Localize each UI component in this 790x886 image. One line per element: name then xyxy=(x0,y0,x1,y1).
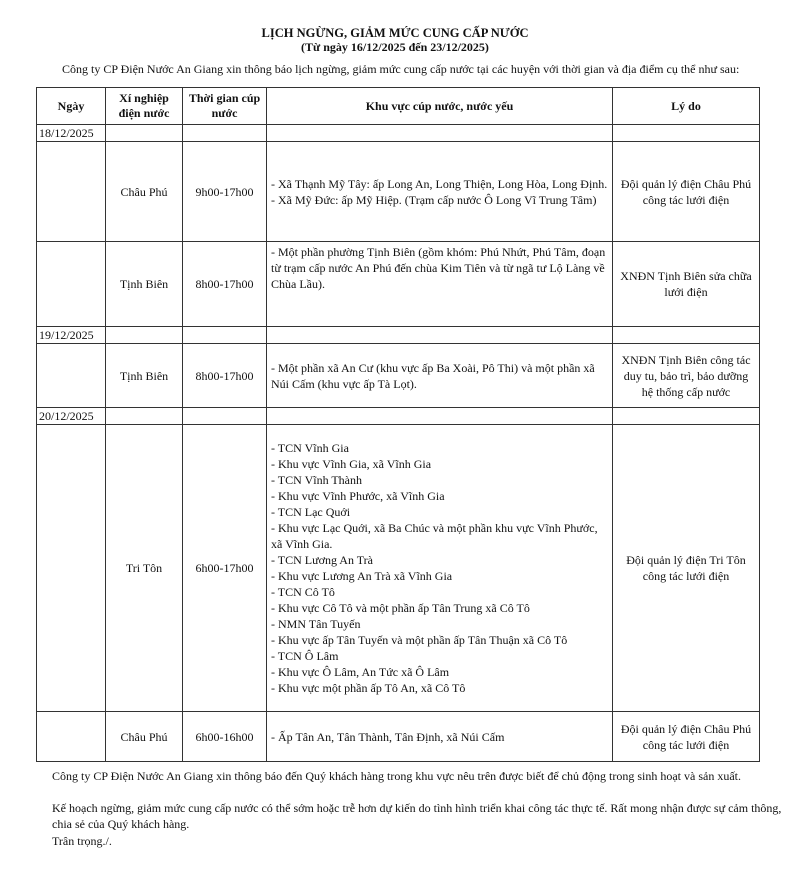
table-header-row xyxy=(37,88,760,125)
unit-cell: Châu Phú xyxy=(106,142,183,242)
intro-text: Công ty CP Điện Nước An Giang xin thông báo lịch ngừng, giảm mức cung cấp nước tại các huyện với thời gian và địa điểm cụ thể như sau: xyxy=(62,62,740,76)
area-line: - Khu vực Cô Tô và một phần ấp Tân Trung xã Cô Tô xyxy=(271,601,530,615)
reason-cell: Đội quản lý điện Châu Phú công tác lưới điện xyxy=(613,712,760,762)
date-range-subtitle: (Từ ngày 16/12/2025 đến 23/12/2025) xyxy=(301,40,489,54)
date-cell: 18/12/2025 xyxy=(37,125,106,142)
col-header-area: Khu vực cúp nước, nước yếu xyxy=(267,88,613,125)
col-header-unit: Xí nghiệp điện nước xyxy=(106,88,183,125)
area-line: - TCN Vĩnh Thành xyxy=(271,473,363,487)
area-line: - Khu vực một phần ấp Tô An, xã Cô Tô xyxy=(271,681,466,695)
page-title: LỊCH NGỪNG, GIẢM MỨC CUNG CẤP NƯỚC xyxy=(261,26,529,40)
table-row xyxy=(37,142,760,242)
area-line: - Xã Mỹ Đức: ấp Mỹ Hiệp. (Trạm cấp nước Ô Long Vĩ Trung Tâm) xyxy=(271,192,597,207)
time-cell: 8h00-17h00 xyxy=(183,344,267,408)
schedule-table xyxy=(36,87,760,762)
area-line: - Xã Thạnh Mỹ Tây: ấp Long An, Long Thiện, Long Hòa, Long Định. xyxy=(271,176,608,191)
date-cell: 20/12/2025 xyxy=(37,408,106,425)
table-row xyxy=(37,344,760,408)
area-line: - TCN Vĩnh Gia xyxy=(271,441,349,455)
area-cell xyxy=(267,425,613,712)
table-row xyxy=(37,712,760,762)
area-line: - Khu vực Lương An Trà xã Vĩnh Gia xyxy=(271,569,453,583)
table-row xyxy=(37,425,760,712)
col-header-date: Ngày xyxy=(37,88,106,125)
area-cell xyxy=(267,344,613,408)
table-row xyxy=(37,242,760,327)
col-header-time: Thời gian cúp nước xyxy=(183,88,267,125)
area-line: - Khu vực Lạc Quới, xã Ba Chúc và một phần khu vực Vĩnh Phước, xã Vĩnh Gia. xyxy=(271,521,598,551)
reason-cell: XNĐN Tịnh Biên sửa chữa lưới điện xyxy=(613,242,760,327)
time-cell: 8h00-17h00 xyxy=(183,242,267,327)
footer-paragraph-notice: Công ty CP Điện Nước An Giang xin thông báo đến Quý khách hàng trong khu vực nêu trên được biết để chủ động trong sinh hoạt và sản xuất. xyxy=(52,769,741,783)
footer-paragraph-plan: Kế hoạch ngừng, giảm mức cung cấp nước có thể sớm hoặc trễ hơn dự kiến do tình hình triển khai công tác thực tế. Rất mong nhận được sự cảm thông, chia sẻ của Quý khách hàng. xyxy=(52,801,782,831)
unit-cell: Tịnh Biên xyxy=(106,344,183,408)
area-line: - Khu vực ấp Tân Tuyến và một phần ấp Tân Thuận xã Cô Tô xyxy=(271,633,568,647)
date-row xyxy=(37,125,760,142)
area-line: - TCN Lương An Trà xyxy=(271,553,373,567)
area-cell xyxy=(267,242,613,327)
area-line: - TCN Lạc Quới xyxy=(271,505,351,519)
time-cell: 6h00-17h00 xyxy=(183,425,267,712)
area-line: - NMN Tân Tuyến xyxy=(271,617,361,631)
col-header-reason: Lý do xyxy=(613,88,760,125)
unit-cell: Tri Tôn xyxy=(106,425,183,712)
area-line: - Khu vực Ô Lâm, An Tức xã Ô Lâm xyxy=(271,665,450,679)
reason-cell: Đội quản lý điện Châu Phú công tác lưới điện xyxy=(613,142,760,242)
time-cell: 6h00-16h00 xyxy=(183,712,267,762)
area-line: - TCN Ô Lâm xyxy=(271,649,339,663)
area-line: - Một phần xã An Cư (khu vực ấp Ba Xoài, Pô Thi) và một phần xã Núi Cấm (khu vực ấp Tà Lọt). xyxy=(271,360,595,391)
area-cell xyxy=(267,142,613,242)
reason-cell: Đội quản lý điện Tri Tôn công tác lưới điện xyxy=(613,425,760,712)
area-cell xyxy=(267,712,613,762)
area-line: - Khu vực Vĩnh Phước, xã Vĩnh Gia xyxy=(271,489,445,503)
date-row xyxy=(37,408,760,425)
date-row xyxy=(37,327,760,344)
unit-cell: Tịnh Biên xyxy=(106,242,183,327)
area-line: - Ấp Tân An, Tân Thành, Tân Định, xã Núi Cấm xyxy=(271,729,505,744)
time-cell: 9h00-17h00 xyxy=(183,142,267,242)
unit-cell: Châu Phú xyxy=(106,712,183,762)
area-line: - Khu vực Vĩnh Gia, xã Vĩnh Gia xyxy=(271,457,432,471)
date-cell: 19/12/2025 xyxy=(37,327,106,344)
area-line: - TCN Cô Tô xyxy=(271,585,335,599)
footer-closing: Trân trọng./. xyxy=(52,834,112,848)
reason-cell: XNĐN Tịnh Biên công tác duy tu, bảo trì, bảo dưỡng hệ thống cấp nước xyxy=(613,344,760,408)
area-line: - Một phần phường Tịnh Biên (gồm khóm: Phú Nhứt, Phú Tâm, đoạn từ trạm cấp nước An Phú đến chùa Kim Tiên và từ ngã tư Lộ Làng về Chùa Lầu). xyxy=(271,245,606,291)
